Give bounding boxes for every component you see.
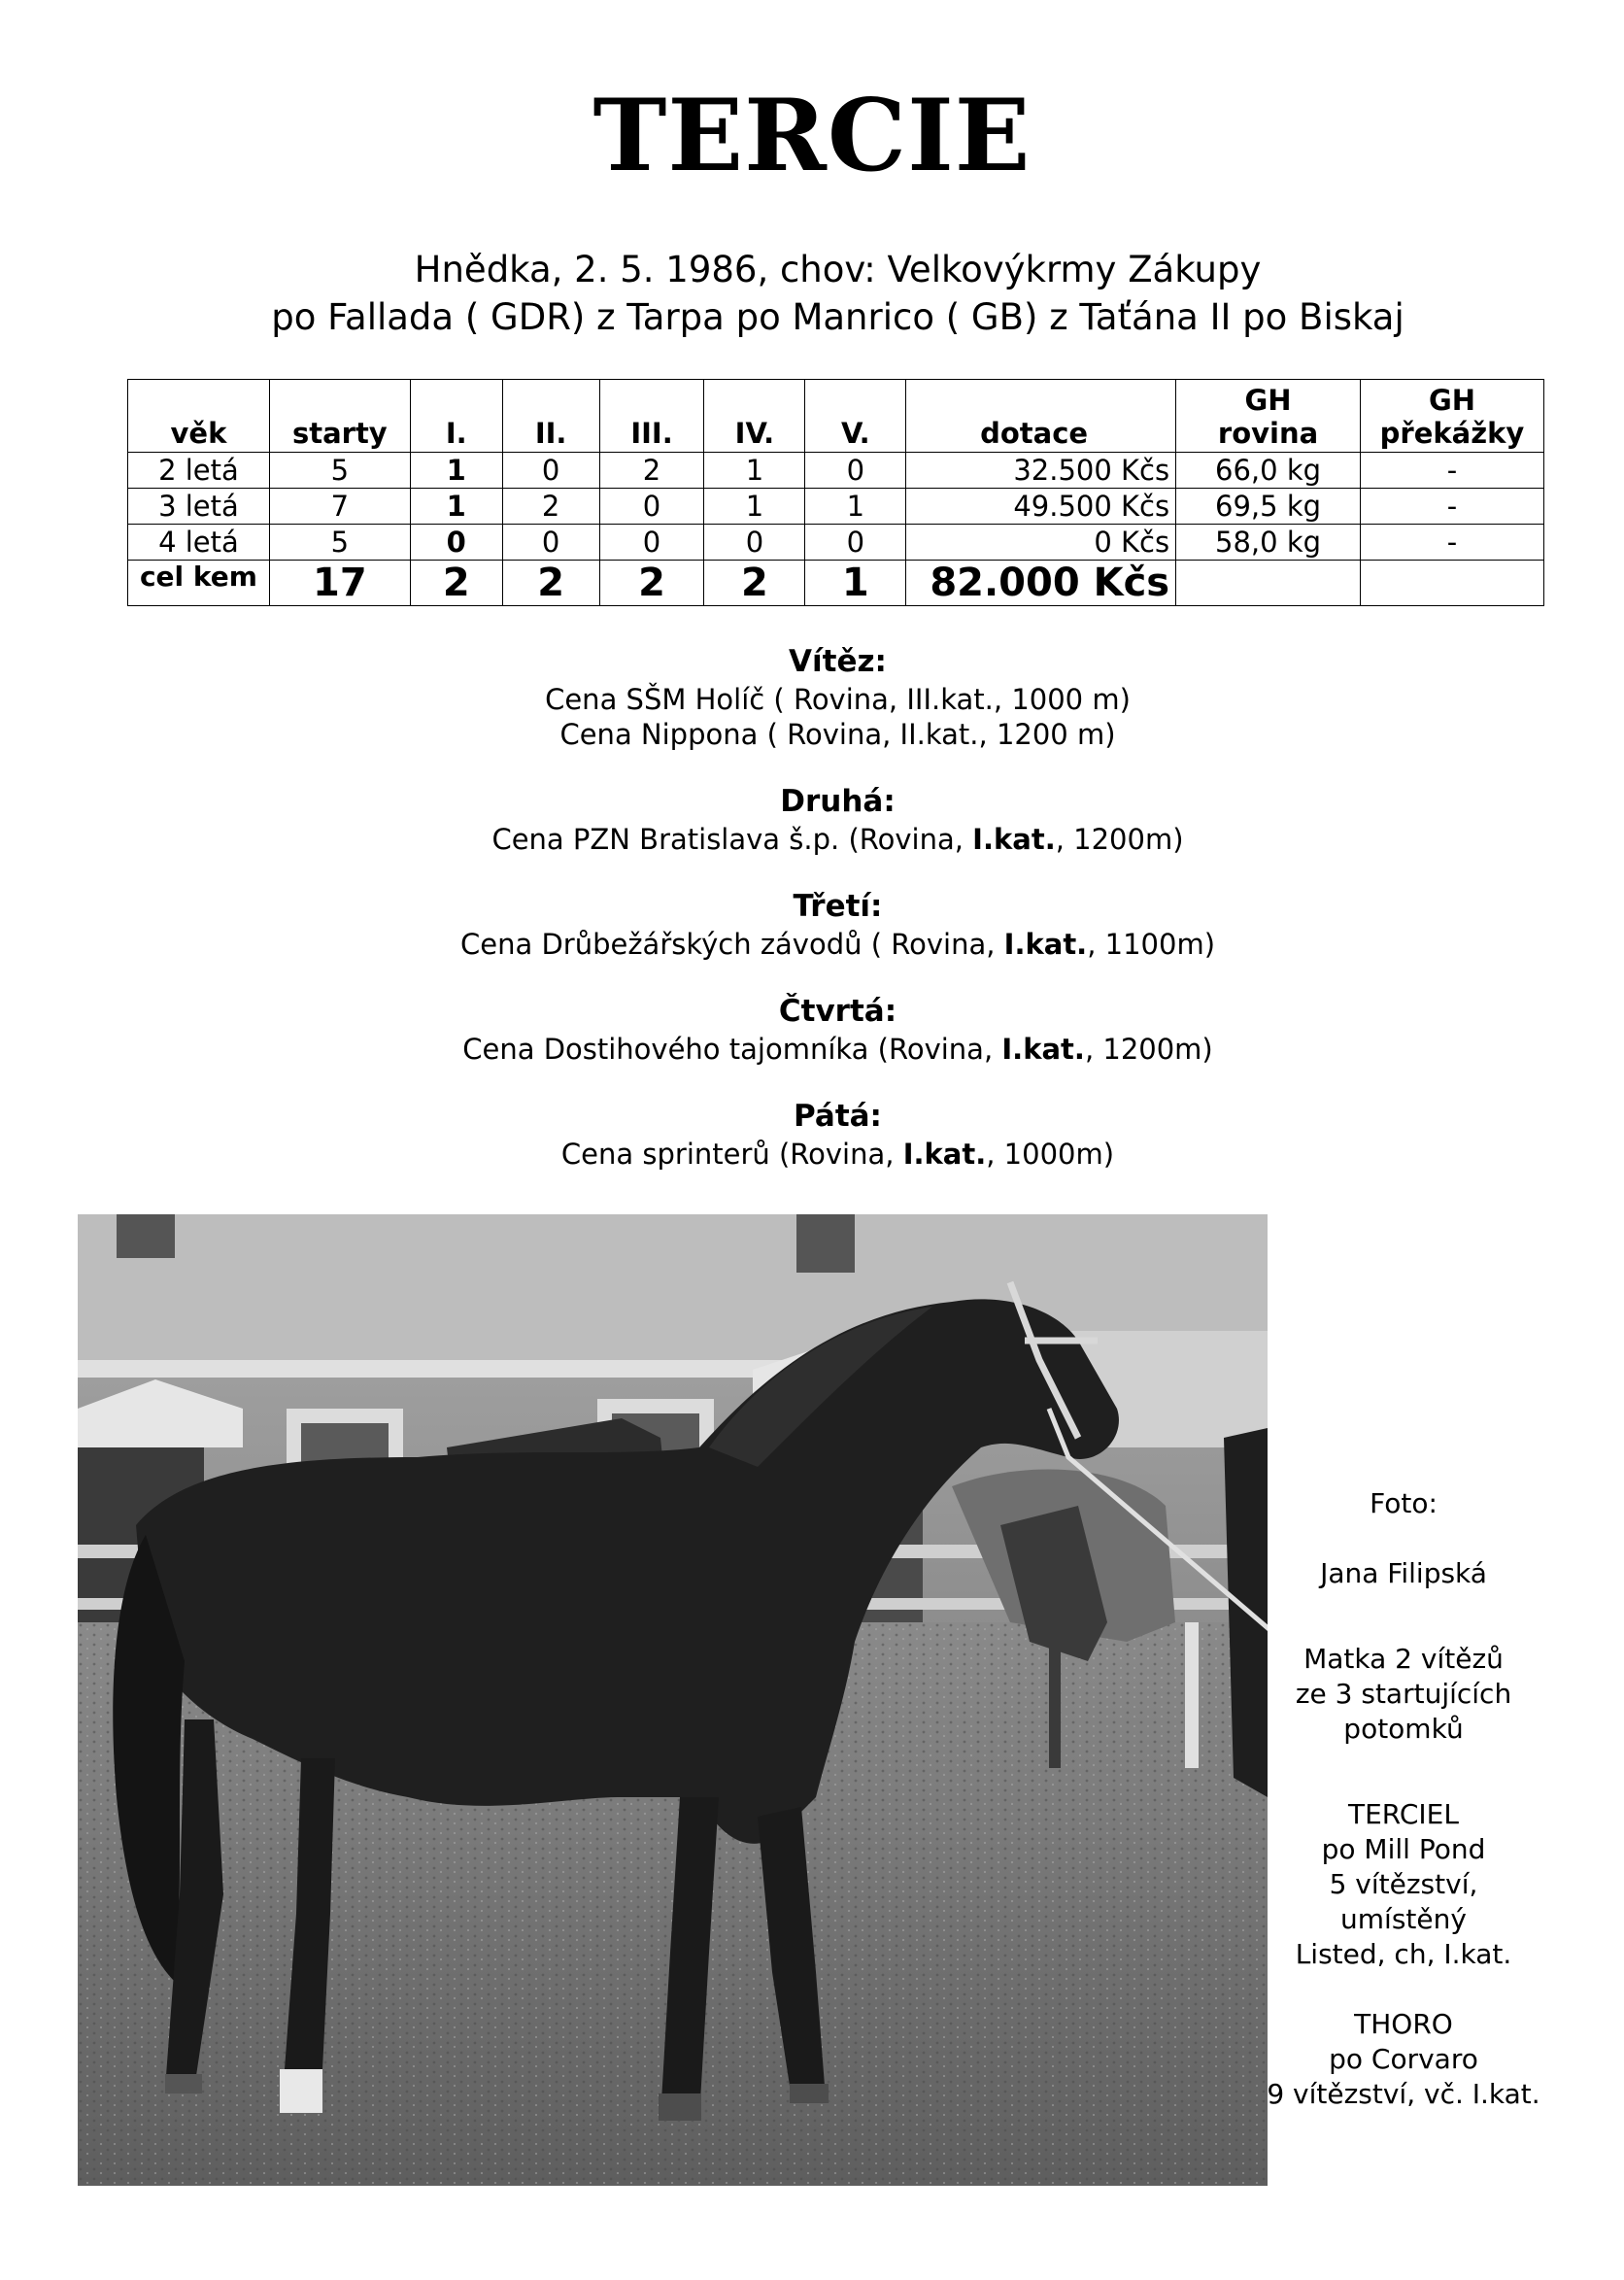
cell-total-gh-flat: [1176, 561, 1361, 606]
cell-age: 2 letá: [128, 453, 270, 489]
cell-first: 1: [410, 489, 502, 525]
cell-gh-jump: -: [1360, 453, 1543, 489]
second-section: [0, 781, 1624, 857]
cell-gh-jump: -: [1360, 489, 1543, 525]
table-row: [128, 489, 1544, 525]
table-row: [128, 453, 1544, 489]
race-category: I.kat.: [1003, 928, 1088, 961]
cell-total-starts: 17: [269, 561, 410, 606]
second-race: [0, 822, 1624, 857]
table-row: [128, 525, 1544, 561]
dam-note-3: potomků: [1343, 1713, 1464, 1745]
race-text: , 1200m): [1084, 1033, 1213, 1066]
birth-info: Hnědka, 2. 5. 1986, chov: Velkovýkrmy Zákupy: [414, 249, 1262, 290]
header-gh-jump-top: GH: [1428, 384, 1476, 417]
pedigree-info: po Fallada ( GDR) z Tarpa po Manrico ( GB) z Taťána II po Biskaj: [271, 296, 1404, 338]
winner-race-1: Cena SŠM Holíč ( Rovina, III.kat., 1000 m): [545, 683, 1131, 716]
cell-gh-jump: -: [1360, 525, 1543, 561]
fourth-race: [0, 1032, 1624, 1067]
header-gh-jump-bottom: překážky: [1379, 417, 1525, 450]
offspring-2-name: THORO: [1354, 2008, 1453, 2040]
cell-prize: 49.500 Kčs: [906, 489, 1176, 525]
cell-gh-flat: 66,0 kg: [1176, 453, 1361, 489]
header-gh-flat-bottom: rovina: [1217, 417, 1319, 450]
header-starts: starty: [269, 380, 410, 453]
cell-age: 4 letá: [128, 525, 270, 561]
cell-third: 2: [599, 453, 704, 489]
cell-fifth: 0: [805, 525, 906, 561]
cell-total-second: 2: [502, 561, 599, 606]
table-total-row: [128, 561, 1544, 606]
third-heading: Třetí:: [793, 889, 883, 924]
photo-label: Foto:: [1370, 1487, 1438, 1519]
cell-total-label: cel kem: [128, 561, 270, 606]
race-category: I.kat.: [1001, 1033, 1085, 1066]
fifth-section: [0, 1096, 1624, 1172]
race-record-table: [127, 379, 1544, 606]
third-section: [0, 886, 1624, 962]
offspring-1-sire: po Mill Pond: [1321, 1833, 1486, 1865]
dam-note-1: Matka 2 vítězů: [1303, 1643, 1504, 1675]
cell-total-fourth: 2: [704, 561, 805, 606]
race-category: I.kat.: [972, 823, 1056, 856]
fourth-heading: Čtvrtá:: [778, 994, 897, 1029]
offspring-1-name: TERCIEL: [1348, 1798, 1459, 1830]
cell-fourth: 1: [704, 453, 805, 489]
table-header-row: [128, 380, 1544, 453]
race-results: [0, 641, 1624, 1201]
race-text: , 1200m): [1055, 823, 1184, 856]
fourth-section: [0, 991, 1624, 1067]
header-age: věk: [128, 380, 270, 453]
cell-third: 0: [599, 489, 704, 525]
race-text: Cena Dostihového tajomníka (Rovina,: [462, 1033, 1002, 1066]
cell-fourth: 0: [704, 525, 805, 561]
winner-race-2: Cena Nippona ( Rovina, II.kat., 1200 m): [559, 718, 1116, 751]
fifth-race: [0, 1137, 1624, 1172]
offspring-1-wins: 5 vítězství,: [1329, 1868, 1478, 1900]
cell-fifth: 1: [805, 489, 906, 525]
second-heading: Druhá:: [780, 784, 896, 819]
winner-section: [0, 641, 1624, 752]
offspring-1-class: Listed, ch, I.kat.: [1295, 1938, 1512, 1970]
cell-gh-flat: 58,0 kg: [1176, 525, 1361, 561]
cell-total-first: 2: [410, 561, 502, 606]
header-fourth: IV.: [704, 380, 805, 453]
race-category: I.kat.: [902, 1138, 987, 1171]
cell-total-prize: 82.000 Kčs: [906, 561, 1176, 606]
cell-second: 0: [502, 525, 599, 561]
cell-second: 0: [502, 453, 599, 489]
offspring-2-wins: 9 vítězství, vč. I.kat.: [1267, 2078, 1540, 2110]
offspring-1-placed: umístěný: [1340, 1903, 1467, 1935]
cell-starts: 7: [269, 489, 410, 525]
cell-total-gh-jump: [1360, 561, 1543, 606]
cell-gh-flat: 69,5 kg: [1176, 489, 1361, 525]
winner-heading: Vítěz:: [789, 644, 887, 679]
cell-starts: 5: [269, 453, 410, 489]
third-race: [0, 927, 1624, 962]
fifth-heading: Pátá:: [794, 1099, 882, 1134]
photographer-name: Jana Filipská: [1320, 1557, 1487, 1589]
race-text: Cena Drůbežářských závodů ( Rovina,: [459, 928, 1004, 961]
horse-name-title: TERCIE: [592, 78, 1032, 194]
race-text: , 1100m): [1087, 928, 1216, 961]
header-fifth: V.: [805, 380, 906, 453]
race-text: Cena PZN Bratislava š.p. (Rovina,: [491, 823, 973, 856]
cell-first: 0: [410, 525, 502, 561]
cell-total-fifth: 1: [805, 561, 906, 606]
race-text: , 1000m): [986, 1138, 1115, 1171]
cell-fifth: 0: [805, 453, 906, 489]
dam-note-2: ze 3 startujících: [1295, 1678, 1512, 1710]
cell-third: 0: [599, 525, 704, 561]
cell-second: 2: [502, 489, 599, 525]
cell-prize: 0 Kčs: [906, 525, 1176, 561]
cell-first: 1: [410, 453, 502, 489]
header-gh-jump: [1360, 380, 1543, 453]
header-second: II.: [502, 380, 599, 453]
header-third: III.: [599, 380, 704, 453]
offspring-2-sire: po Corvaro: [1329, 2043, 1478, 2075]
header-prize: dotace: [906, 380, 1176, 453]
header-first: I.: [410, 380, 502, 453]
horse-photo: [78, 1214, 1268, 2186]
cell-age: 3 letá: [128, 489, 270, 525]
header-gh-flat: [1176, 380, 1361, 453]
race-text: Cena sprinterů (Rovina,: [560, 1138, 903, 1171]
photo-caption-column: [1268, 1486, 1539, 2112]
header-gh-flat-top: GH: [1244, 384, 1292, 417]
cell-starts: 5: [269, 525, 410, 561]
cell-fourth: 1: [704, 489, 805, 525]
cell-prize: 32.500 Kčs: [906, 453, 1176, 489]
cell-total-third: 2: [599, 561, 704, 606]
